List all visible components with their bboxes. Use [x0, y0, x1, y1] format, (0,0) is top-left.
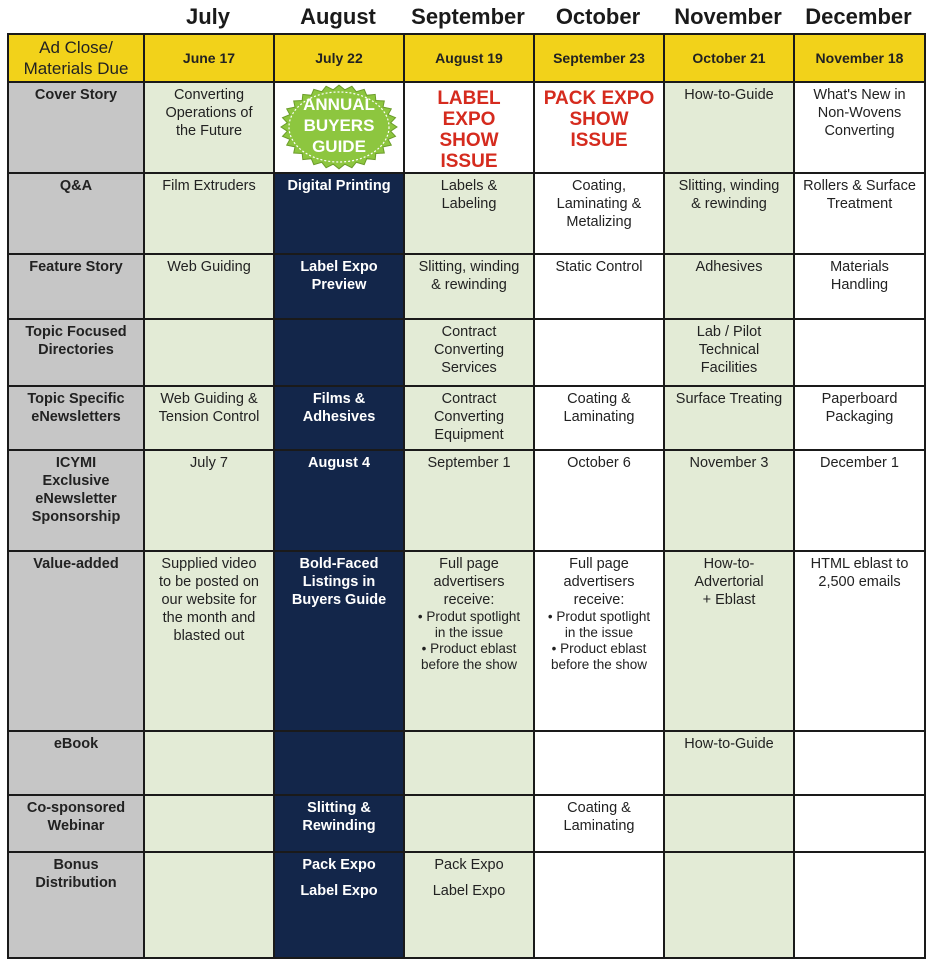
value-added-august: Bold-Faced Listings in Buyers Guide — [274, 551, 404, 731]
webinar-july — [144, 795, 274, 852]
topic-directories-row — [8, 319, 925, 386]
icymi-row — [8, 450, 925, 551]
feature-story-december: Materials Handling — [794, 254, 925, 319]
cover-story-november: How-to-Guide — [664, 82, 794, 173]
bonus-december — [794, 852, 925, 958]
cover-story-july: Converting Operations of the Future — [144, 82, 274, 173]
ebook-october — [534, 731, 664, 795]
icymi-july: July 7 — [144, 450, 274, 551]
icymi-december: December 1 — [794, 450, 925, 551]
bonus-october — [534, 852, 664, 958]
ebook-august — [274, 731, 404, 795]
month-header-row — [0, 0, 930, 36]
annual-buyers-guide-badge — [280, 84, 398, 170]
webinar-august: Slitting & Rewinding — [274, 795, 404, 852]
label-expo-show-issue: LABEL EXPO SHOW ISSUE — [437, 88, 501, 172]
qa-july: Film Extruders — [144, 173, 274, 254]
bonus-july — [144, 852, 274, 958]
row-label-bonus-distribution: Bonus Distribution — [8, 852, 144, 958]
ebook-row — [8, 731, 925, 795]
ad-close-october: September 23 — [534, 34, 664, 82]
topic-directories-september: Contract Converting Services — [404, 319, 534, 386]
topic-directories-august — [274, 319, 404, 386]
list-item: • Product eblast before the show — [409, 641, 529, 673]
webinar-december — [794, 795, 925, 852]
qa-november: Slitting, winding & rewinding — [664, 173, 794, 254]
row-label-ebook: eBook — [8, 731, 144, 795]
webinar-november — [664, 795, 794, 852]
value-added-october-intro: Full page advertisers receive: — [563, 556, 635, 608]
value-added-september — [404, 551, 534, 731]
value-added-july: Supplied video to be posted on our website for the month and blasted out — [144, 551, 274, 731]
ad-close-july: June 17 — [144, 34, 274, 82]
feature-story-november: Adhesives — [664, 254, 794, 319]
webinar-october: Coating & Laminating — [534, 795, 664, 852]
topic-enewsletters-october: Coating & Laminating — [534, 386, 664, 450]
topic-enewsletters-august: Films & Adhesives — [274, 386, 404, 450]
icymi-september: September 1 — [404, 450, 534, 551]
value-added-september-intro: Full page advertisers receive: — [433, 556, 505, 608]
cover-story-september — [404, 82, 534, 173]
ebook-december — [794, 731, 925, 795]
topic-directories-july — [144, 319, 274, 386]
topic-enewsletters-july: Web Guiding & Tension Control — [144, 386, 274, 450]
month-september: September — [411, 4, 525, 29]
feature-story-row — [8, 254, 925, 319]
row-label-feature-story: Feature Story — [8, 254, 144, 319]
qa-august: Digital Printing — [274, 173, 404, 254]
ad-close-september: August 19 — [404, 34, 534, 82]
topic-directories-october — [534, 319, 664, 386]
value-added-october — [534, 551, 664, 731]
bonus-november — [664, 852, 794, 958]
icymi-august: August 4 — [274, 450, 404, 551]
row-label-icymi: ICYMI Exclusive eNewsletter Sponsorship — [8, 450, 144, 551]
bonus-distribution-row — [8, 852, 925, 958]
bonus-september — [404, 852, 534, 958]
value-added-november: How-to- Advertorial + Eblast — [664, 551, 794, 731]
row-label-value-added: Value-added — [8, 551, 144, 731]
topic-enewsletters-november: Surface Treating — [664, 386, 794, 450]
topic-directories-november: Lab / Pilot Technical Facilities — [664, 319, 794, 386]
ad-close-label: Ad Close/ Materials Due — [8, 34, 144, 82]
value-added-row — [8, 551, 925, 731]
month-july: July — [185, 4, 231, 29]
row-label-topic-enewsletters: Topic Specific eNewsletters — [8, 386, 144, 450]
pack-expo-show-issue: PACK EXPO SHOW ISSUE — [543, 88, 655, 151]
webinar-row — [8, 795, 925, 852]
cover-story-december: What's New in Non-Wovens Converting — [794, 82, 925, 173]
bonus-august-pack-expo: Pack Expo — [302, 857, 376, 873]
ebook-november: How-to-Guide — [664, 731, 794, 795]
qa-december: Rollers & Surface Treatment — [794, 173, 925, 254]
ebook-september — [404, 731, 534, 795]
bonus-august-label-expo: Label Expo — [300, 883, 378, 899]
row-label-qa: Q&A — [8, 173, 144, 254]
list-item: • Produt spotlight in the issue — [409, 609, 529, 641]
ad-close-december: November 18 — [794, 34, 925, 82]
value-added-december: HTML eblast to 2,500 emails — [794, 551, 925, 731]
cover-story-row — [8, 82, 925, 173]
qa-september: Labels & Labeling — [404, 173, 534, 254]
topic-enewsletters-september: Contract Converting Equipment — [404, 386, 534, 450]
month-august: August — [300, 4, 376, 29]
row-label-topic-directories: Topic Focused Directories — [8, 319, 144, 386]
ebook-july — [144, 731, 274, 795]
annual-buyers-guide-text: ANNUAL BUYERS GUIDE — [303, 95, 375, 156]
topic-enewsletters-row — [8, 386, 925, 450]
icymi-november: November 3 — [664, 450, 794, 551]
list-item: • Produt spotlight in the issue — [539, 609, 659, 641]
editorial-calendar-table — [7, 33, 926, 959]
webinar-september — [404, 795, 534, 852]
cover-story-october — [534, 82, 664, 173]
month-november: November — [674, 4, 782, 29]
bonus-september-pack-expo: Pack Expo — [434, 857, 504, 873]
bonus-september-label-expo: Label Expo — [432, 883, 506, 899]
feature-story-july: Web Guiding — [144, 254, 274, 319]
feature-story-august: Label Expo Preview — [274, 254, 404, 319]
topic-enewsletters-december: Paperboard Packaging — [794, 386, 925, 450]
month-december: December — [805, 4, 912, 29]
bonus-august — [274, 852, 404, 958]
list-item: • Product eblast before the show — [539, 641, 659, 673]
topic-directories-december — [794, 319, 925, 386]
month-october: October — [555, 4, 641, 29]
qa-row — [8, 173, 925, 254]
row-label-cover-story: Cover Story — [8, 82, 144, 173]
ad-close-row — [8, 34, 925, 82]
feature-story-september: Slitting, winding & rewinding — [404, 254, 534, 319]
feature-story-october: Static Control — [534, 254, 664, 319]
ad-close-august: July 22 — [274, 34, 404, 82]
row-label-webinar: Co-sponsored Webinar — [8, 795, 144, 852]
value-added-september-list — [409, 609, 529, 673]
value-added-october-list — [539, 609, 659, 673]
cover-story-august — [274, 82, 404, 173]
qa-october: Coating, Laminating & Metalizing — [534, 173, 664, 254]
ad-close-november: October 21 — [664, 34, 794, 82]
icymi-october: October 6 — [534, 450, 664, 551]
